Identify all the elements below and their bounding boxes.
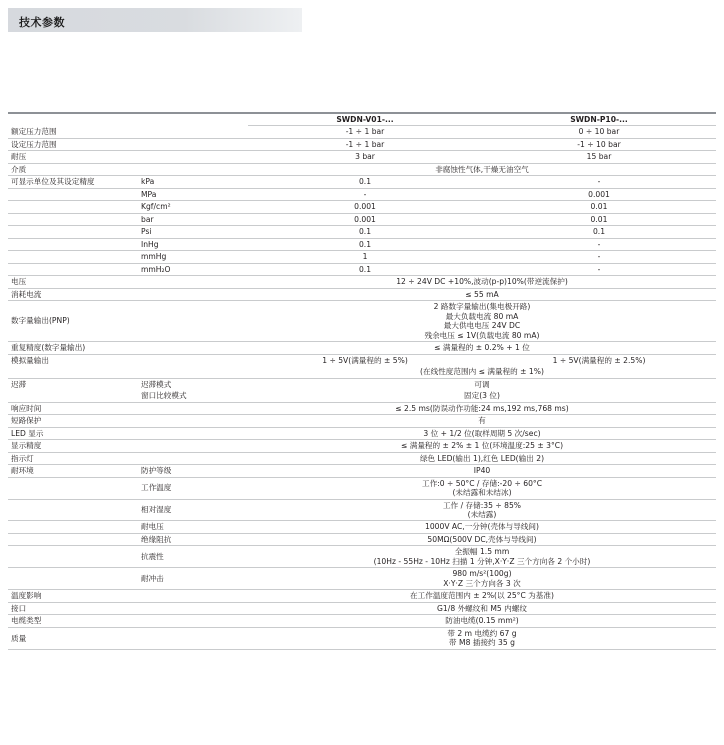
unit-value-p10: 0.01 <box>482 201 716 213</box>
row-value-span: G1/8 外螺纹和 M5 内螺纹 <box>248 602 716 614</box>
table-row <box>8 151 716 163</box>
value-line: (未结露) <box>467 509 497 519</box>
table-row <box>8 288 716 300</box>
header-blank-2 <box>138 113 248 126</box>
unit-value-v01: 0.001 <box>248 213 482 225</box>
unit-value-v01: 0.1 <box>248 263 482 275</box>
row-sublabel: 绝缘阻抗 <box>138 533 248 545</box>
row-sublabel <box>138 138 248 150</box>
table-row <box>8 546 716 568</box>
header-col-swdn-v01: SWDN-V01-... <box>248 113 482 126</box>
row-label: 指示灯 <box>8 452 138 464</box>
table-row <box>8 452 716 464</box>
unit-value-p10: 0.1 <box>482 226 716 238</box>
row-value-v01: 3 bar <box>248 151 482 163</box>
unit-value-p10: 0.001 <box>482 188 716 200</box>
unit-value-p10: - <box>482 251 716 263</box>
row-value-span-multiline <box>248 499 716 521</box>
value-line: 2 路数字量输出(集电极开路) <box>433 302 531 312</box>
header-blank-1 <box>8 113 138 126</box>
row-label-empty <box>8 201 138 213</box>
table-row <box>8 533 716 545</box>
row-value-span: 固定(3 位) <box>248 390 716 402</box>
row-sublabel <box>138 452 248 464</box>
table-header-row <box>8 113 716 126</box>
row-label: LED 显示 <box>8 427 138 439</box>
table-row <box>8 251 716 263</box>
unit-name: Psi <box>138 226 248 238</box>
table-row <box>8 301 716 342</box>
table-row <box>8 615 716 627</box>
table-row <box>8 378 716 390</box>
table-row <box>8 477 716 499</box>
row-value-span: ≤ 2.5 ms(防误动作功能:24 ms,192 ms,768 ms) <box>248 402 716 414</box>
row-sublabel <box>138 126 248 138</box>
table-row <box>8 238 716 250</box>
row-value-span: 绿色 LED(输出 1),红色 LED(输出 2) <box>248 452 716 464</box>
row-sublabel <box>138 163 248 175</box>
row-value-v01: -1 ÷ 1 bar <box>248 138 482 150</box>
table-row <box>8 163 716 175</box>
value-line: 带 M8 插接约 35 g <box>449 638 515 648</box>
table-row <box>8 213 716 225</box>
row-value-span: 在工作温度范围内 ± 2%(以 25°C 为基准) <box>248 590 716 602</box>
unit-value-v01: - <box>248 188 482 200</box>
row-sublabel <box>138 602 248 614</box>
row-value-span: 3 位 + 1/2 位(取样周期 5 次/sec) <box>248 427 716 439</box>
table-row <box>8 126 716 138</box>
row-label-empty <box>8 188 138 200</box>
table-row <box>8 440 716 452</box>
row-label: 响应时间 <box>8 402 138 414</box>
unit-value-p10: 0.01 <box>482 213 716 225</box>
row-value-p10: -1 ÷ 10 bar <box>482 138 716 150</box>
row-value-span: 防油电缆(0.15 mm²) <box>248 615 716 627</box>
value-line: X·Y·Z 三个方向各 3 次 <box>443 578 521 588</box>
row-sublabel: 相对湿度 <box>138 499 248 521</box>
table-row <box>8 176 716 188</box>
row-sublabel <box>138 342 248 354</box>
unit-value-p10: - <box>482 263 716 275</box>
row-label-empty <box>8 263 138 275</box>
row-label-empty <box>8 213 138 225</box>
unit-name: mmHg <box>138 251 248 263</box>
value-line: (10Hz - 55Hz - 10Hz 扫描 1 分钟,X·Y·Z 三个方向各 2 个小时) <box>373 556 591 566</box>
header-col-swdn-p10: SWDN-P10-... <box>482 113 716 126</box>
value-line: 带 2 m 电缆约 67 g <box>447 628 517 638</box>
row-label: 重复精度(数字量输出) <box>8 342 138 354</box>
table-row <box>8 602 716 614</box>
row-label: 质量 <box>8 627 138 649</box>
row-value-span: 50MΩ(500V DC,壳体与导线间) <box>248 533 716 545</box>
row-sublabel <box>138 151 248 163</box>
unit-value-v01: 0.1 <box>248 238 482 250</box>
page-title: 技术参数 <box>19 16 65 29</box>
row-label: 电缆类型 <box>8 615 138 627</box>
row-label: 数字量输出(PNP) <box>8 301 138 342</box>
table-row <box>8 201 716 213</box>
table-row <box>8 390 716 402</box>
table-row <box>8 342 716 354</box>
row-value-span: 1000V AC,一分钟(壳体与导线间) <box>248 521 716 533</box>
value-line: 残余电压 ≤ 1V(负载电流 80 mA) <box>424 330 540 340</box>
table-row <box>8 138 716 150</box>
row-label: 迟滞 <box>11 379 27 389</box>
row-label: 温度影响 <box>8 590 138 602</box>
row-sublabel: 耐电压 <box>138 521 248 533</box>
row-label: 耐环境 <box>8 465 138 477</box>
row-sublabel <box>138 276 248 288</box>
row-sublabel <box>138 402 248 414</box>
row-value-span: ≤ 满量程的 ± 0.2% + 1 位 <box>248 342 716 354</box>
row-label-empty <box>8 251 138 263</box>
row-sublabel <box>138 288 248 300</box>
row-label-empty <box>8 477 138 499</box>
row-sublabel: 耐冲击 <box>138 568 248 590</box>
value-line: 980 m/s²(100g) <box>452 569 512 579</box>
table-row <box>8 590 716 602</box>
unit-value-p10: - <box>482 238 716 250</box>
table-row <box>8 402 716 414</box>
row-label: 接口 <box>8 602 138 614</box>
row-value-span-multiline <box>248 627 716 649</box>
row-sublabel <box>138 415 248 427</box>
table-row <box>8 263 716 275</box>
row-label-empty <box>8 366 138 378</box>
row-label <box>8 390 138 402</box>
row-sublabel <box>138 440 248 452</box>
row-value-span-multiline <box>248 477 716 499</box>
table-row <box>8 499 716 521</box>
value-line: 全振幅 1.5 mm <box>454 547 510 557</box>
unit-name: MPa <box>138 188 248 200</box>
unit-name: mmH₂O <box>138 263 248 275</box>
row-sublabel <box>138 301 248 342</box>
row-label: 额定压力范围 <box>8 126 138 138</box>
row-sublabel: 工作温度 <box>138 477 248 499</box>
table-row <box>8 188 716 200</box>
row-value-span: 非腐蚀性气体,干燥无油空气 <box>248 163 716 175</box>
row-value-span-multiline <box>248 546 716 568</box>
row-label: 模拟量输出 <box>11 355 49 365</box>
unit-value-p10: - <box>482 176 716 188</box>
row-value-p10: 15 bar <box>482 151 716 163</box>
row-value-span: 可调 <box>474 379 490 389</box>
row-sublabel <box>138 427 248 439</box>
table-row <box>8 427 716 439</box>
table-row <box>8 415 716 427</box>
row-value-span: ≤ 55 mA <box>248 288 716 300</box>
unit-name: bar <box>138 213 248 225</box>
row-label-empty <box>8 533 138 545</box>
row-sublabel-empty <box>138 366 248 378</box>
row-value-p10: 0 ÷ 10 bar <box>482 126 716 138</box>
table-row <box>8 627 716 649</box>
table-row <box>8 226 716 238</box>
row-label: 耐压 <box>8 151 138 163</box>
row-value-v01: 1 ÷ 5V(满量程的 ± 5%) <box>322 355 408 365</box>
row-sublabel: 迟滞模式 <box>141 379 172 389</box>
unit-value-v01: 0.1 <box>248 176 482 188</box>
row-label-empty <box>8 226 138 238</box>
unit-name: kPa <box>138 176 248 188</box>
row-label-empty <box>8 546 138 568</box>
row-value-note: (在线性度范围内 ≤ 满量程的 ± 1%) <box>248 366 716 378</box>
value-line: (未结露和未结冰) <box>452 488 512 498</box>
row-value-v01: -1 ÷ 1 bar <box>248 126 482 138</box>
value-line: 最大负载电流 80 mA <box>445 311 519 321</box>
row-sublabel <box>138 354 248 366</box>
row-label: 设定压力范围 <box>8 138 138 150</box>
row-value-span-multiline <box>248 301 716 342</box>
unit-value-v01: 1 <box>248 251 482 263</box>
table-row <box>8 354 716 366</box>
row-value-span: ≤ 满量程的 ± 2% ± 1 位(环境温度:25 ± 3°C) <box>248 440 716 452</box>
row-value-span: IP40 <box>248 465 716 477</box>
table-row <box>8 521 716 533</box>
row-label: 短路保护 <box>8 415 138 427</box>
table-row <box>8 568 716 590</box>
row-sublabel: 防护等级 <box>138 465 248 477</box>
row-value-p10: 1 ÷ 5V(满量程的 ± 2.5%) <box>552 355 646 365</box>
spec-table <box>8 112 716 650</box>
row-sublabel <box>138 615 248 627</box>
unit-value-v01: 0.1 <box>248 226 482 238</box>
row-label-empty <box>8 521 138 533</box>
value-line: 最大供电电压 24V DC <box>443 321 521 331</box>
row-label: 介质 <box>8 163 138 175</box>
row-sublabel: 窗口比较模式 <box>138 390 248 402</box>
table-row <box>8 276 716 288</box>
row-label-empty <box>8 499 138 521</box>
row-label: 可显示单位及其设定精度 <box>8 176 138 188</box>
spec-table-wrapper <box>8 112 716 650</box>
table-row-note <box>8 366 716 378</box>
row-value-span: 12 ÷ 24V DC +10%,波动(p-p)10%(带逆流保护) <box>248 276 716 288</box>
row-sublabel <box>138 590 248 602</box>
row-label: 显示精度 <box>8 440 138 452</box>
unit-value-v01: 0.001 <box>248 201 482 213</box>
unit-name: Kgf/cm² <box>138 201 248 213</box>
row-label-empty <box>8 238 138 250</box>
value-line: 工作:0 ÷ 50°C / 存储:-20 ÷ 60°C <box>421 478 543 488</box>
row-sublabel <box>138 627 248 649</box>
unit-name: InHg <box>138 238 248 250</box>
row-label: 电压 <box>8 276 138 288</box>
row-label-empty <box>8 568 138 590</box>
row-label: 消耗电流 <box>8 288 138 300</box>
row-value-span-multiline <box>248 568 716 590</box>
row-value-span: 有 <box>248 415 716 427</box>
value-line: 工作 / 存储:35 ÷ 85% <box>442 500 522 510</box>
table-row <box>8 465 716 477</box>
row-sublabel: 抗震性 <box>138 546 248 568</box>
